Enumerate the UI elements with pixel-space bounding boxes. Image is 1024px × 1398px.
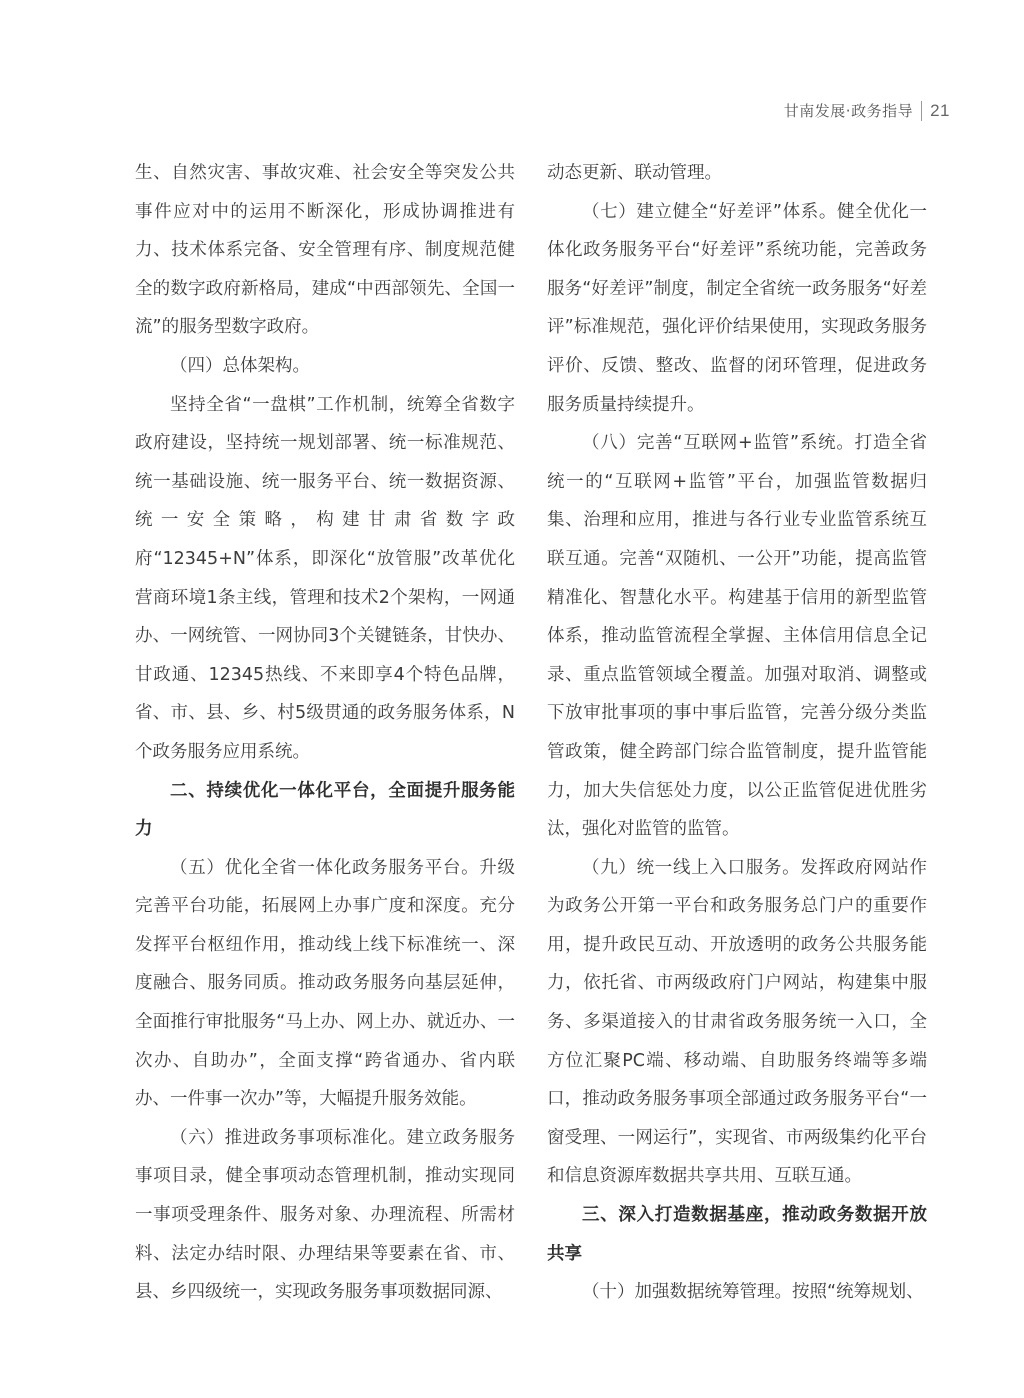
body-paragraph: （六）推进政务事项标准化。建立政务服务事项目录，健全事项动态管理机制，推动实现同一事项受理条件、服务对象、办理流程、所需材料、法定办结时限、办理结果等要素在省、市、县、乡四级统一，实现政务服务事项数据同源、 (135, 1127, 515, 1303)
page-number: 21 (930, 100, 950, 120)
section-title: 甘南发展·政务指导 (783, 102, 914, 120)
running-header (784, 100, 950, 121)
right-column (547, 154, 927, 1312)
body-paragraph: （七）建立健全“好差评”体系。健全优化一体化政务服务平台“好差评”系统功能，完善政务服务“好差评”制度，制定全省统一政务服务“好差评”标准规范，强化评价结果使用，实现政务服务评价、反馈、整改、监督的闭环管理，促进政务服务质量持续提升。 (547, 201, 927, 415)
body-paragraph: 动态更新、联动管理。 (547, 163, 722, 183)
body-paragraph: 坚持全省“一盘棋”工作机制，统筹全省数字政府建设，坚持统一规划部署、统一标准规范、统一基础设施、统一服务平台、统一数据资源、统一安全策略，构建甘肃省数字政府“12345+N”体系，即深化“放管服”改革优化营商环境1条主线，管理和技术2个架构，一网通办、一网统管、一网协同3个关键链条，甘快办、甘政通、12345热线、不来即享4个特色品牌，省、市、县、乡、村5级贯通的政务服务体系，N个政务服务应用系统。 (135, 394, 515, 762)
section-heading: 二、持续优化一体化平台，全面提升服务能力 (135, 780, 515, 840)
body-paragraph: （十）加强数据统筹管理。按照“统筹规划、 (582, 1282, 924, 1303)
left-column (135, 154, 515, 1312)
section-heading: 三、深入打造数据基座，推动政务数据开放共享 (547, 1205, 927, 1264)
body-paragraph: （八）完善“互联网+监管”系统。打造全省统一的“互联网+监管”平台，加强监管数据归集、治理和应用，推进与各行业专业监管系统互联互通。完善“双随机、一公开”功能，提高监管精准化、智慧化水平。构建基于信用的新型监管体系，推动监管流程全掌握、主体信用信息全记录、重点监管领域全覆盖。加强对取消、调整或下放审批事项的事中事后监管，完善分级分类监管政策，健全跨部门综合监管制度，提升监管能力，加大失信惩处力度，以公正监管促进优胜劣汰，强化对监管的监管。 (547, 433, 927, 840)
body-paragraph: （九）统一线上入口服务。发挥政府网站作为政务公开第一平台和政务服务总门户的重要作用，提升政民互动、开放透明的政务公共服务能力，依托省、市两级政府门户网站，构建集中服务、多渠道接入的甘肃省政务服务统一入口，全方位汇聚PC端、移动端、自助服务终端等多端口，推动政务服务事项全部通过政务服务平台“一窗受理、一网运行”，实现省、市两级集约化平台和信息资源库数据共享共用、互联互通。 (547, 857, 927, 1187)
header-divider (921, 101, 922, 121)
body-paragraph: （四）总体架构。 (170, 355, 310, 376)
body-paragraph: 生、自然灾害、事故灾难、社会安全等突发公共事件应对中的运用不断深化，形成协调推进有力、技术体系完备、安全管理有序、制度规范健全的数字政府新格局，建成“中西部领先、全国一流”的服务型数字政府。 (135, 163, 515, 338)
body-paragraph: （五）优化全省一体化政务服务平台。升级完善平台功能，拓展网上办事广度和深度。充分发挥平台枢纽作用，推动线上线下标准统一、深度融合、服务同质。推动政务服务向基层延伸，全面推行审批服务“马上办、网上办、就近办、一次办、自助办”，全面支撑“跨省通办、省内联办、一件事一次办”等，大幅提升服务效能。 (135, 857, 515, 1110)
